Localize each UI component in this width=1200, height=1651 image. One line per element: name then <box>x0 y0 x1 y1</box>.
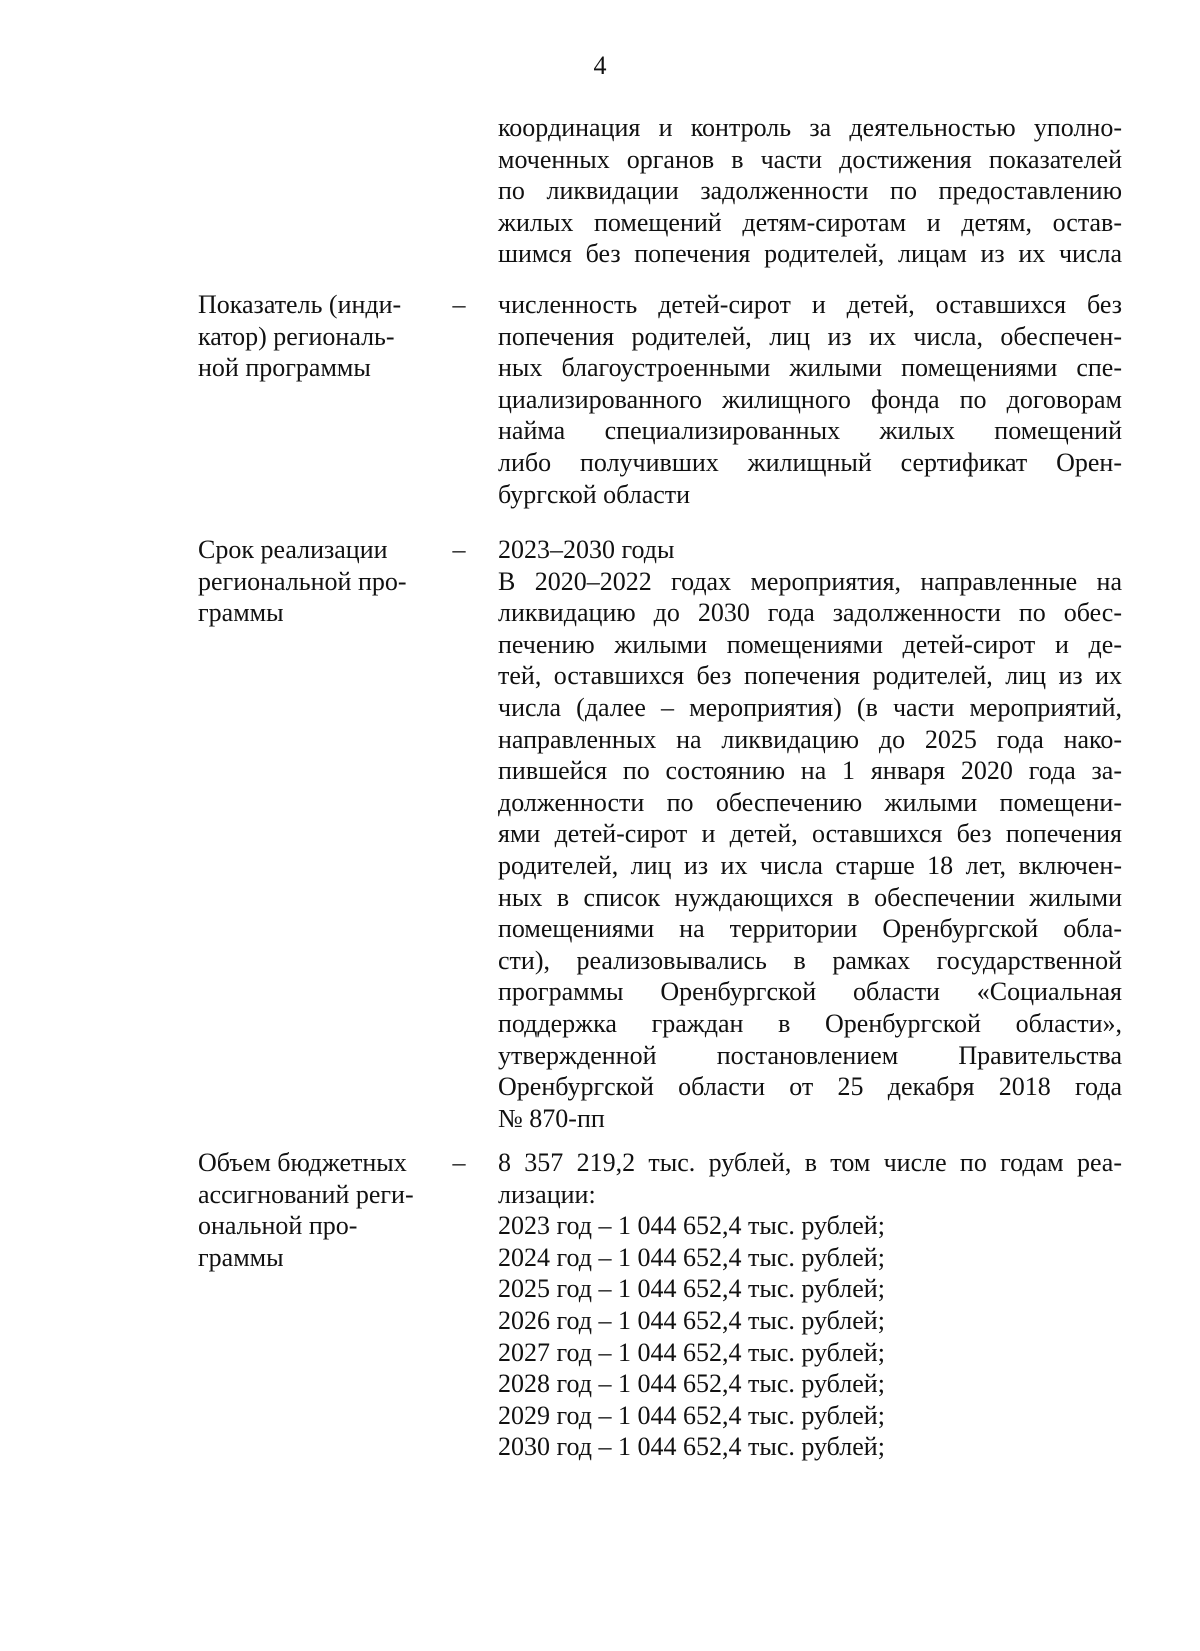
text-line: долженности по обеспечению жилыми помещени- <box>498 787 1122 817</box>
page-number: 4 <box>593 51 607 80</box>
text-line: пившейся по состоянию на 1 января 2020 года за- <box>498 756 1122 786</box>
text-line: моченных органов в части достижения показателей <box>498 144 1122 174</box>
budget-year-line: 2024 год – 1 044 652,4 тыс. рублей; <box>498 1242 885 1272</box>
text-line: найма специализированных жилых помещений <box>498 416 1122 446</box>
text-line: 2023–2030 годы <box>498 535 675 564</box>
text-line: тей, оставшихся без попечения родителей, лиц из их <box>498 661 1122 691</box>
text-line: ликвидацию до 2030 года задолженности по обес- <box>498 598 1122 628</box>
text-line: циализированного жилищного фонда по договорам <box>498 384 1122 414</box>
label-line: ональной про- <box>198 1211 358 1241</box>
label-line: региональной про- <box>198 566 407 596</box>
text-line: попечения родителей, лиц из их числа, обеспечен- <box>498 321 1122 351</box>
period-label <box>198 534 438 629</box>
text-line: жилых помещений детям-сиротам и детям, остав- <box>498 207 1122 237</box>
text-line: программы Оренбургской области «Социальная <box>498 977 1122 1007</box>
budget-year-line: 2023 год – 1 044 652,4 тыс. рублей; <box>498 1211 885 1241</box>
budget-year-line: 2029 год – 1 044 652,4 тыс. рублей; <box>498 1400 885 1430</box>
text-line: поддержка граждан в Оренбургской области», <box>498 1008 1122 1038</box>
text-line: помещениями на территории Оренбургской обла- <box>498 914 1122 944</box>
text-line: бургской области <box>498 479 691 509</box>
text-line: по ликвидации задолженности по предоставлению <box>498 176 1122 206</box>
text-line: сти), реализовывались в рамках государственной <box>498 945 1122 975</box>
label-line: Срок реализации <box>198 535 388 564</box>
text-line: числа (далее – мероприятия) (в части мероприятий, <box>498 692 1122 722</box>
text-line: № 870-пп <box>498 1103 605 1133</box>
budget-label <box>198 1147 438 1273</box>
text-line: шимся без попечения родителей, лицам из их числа <box>498 239 1122 269</box>
label-line: граммы <box>198 1242 284 1272</box>
text-line: ных благоустроенными жилыми помещениями спе- <box>498 353 1122 383</box>
label-line: Объем бюджетных <box>198 1148 407 1177</box>
text-line: координация и контроль за деятельностью уполно- <box>498 113 1122 142</box>
label-line: ной программы <box>198 353 371 383</box>
text-line: 8 357 219,2 тыс. рублей, в том числе по годам реа- <box>498 1148 1122 1177</box>
text-line: либо получивших жилищный сертификат Орен- <box>498 447 1122 477</box>
label-line: ассигнований реги- <box>198 1179 414 1209</box>
budget-dash: – <box>452 1148 466 1177</box>
budget-year-line: 2025 год – 1 044 652,4 тыс. рублей; <box>498 1274 885 1304</box>
budget-year-line: 2030 год – 1 044 652,4 тыс. рублей; <box>498 1432 885 1462</box>
text-line: направленных на ликвидацию до 2025 года нако- <box>498 724 1122 754</box>
indicator-label <box>198 289 438 384</box>
text-line: утвержденной постановлением Правительства <box>498 1040 1122 1070</box>
text-line: родителей, лиц из их числа старше 18 лет, включен- <box>498 850 1122 880</box>
budget-year-line: 2028 год – 1 044 652,4 тыс. рублей; <box>498 1369 885 1399</box>
period-content <box>498 534 1122 1134</box>
text-line: ями детей-сирот и детей, оставшихся без попечения <box>498 819 1122 849</box>
label-line: Показатель (инди- <box>198 290 402 319</box>
text-line: В 2020–2022 годах мероприятия, направленные на <box>498 566 1122 596</box>
label-line: катор) региональ- <box>198 321 395 351</box>
text-line: ных в список нуждающихся в обеспечении жилыми <box>498 882 1122 912</box>
label-line: граммы <box>198 598 284 628</box>
text-line: Оренбургской области от 25 декабря 2018 года <box>498 1072 1122 1102</box>
budget-year-line: 2027 год – 1 044 652,4 тыс. рублей; <box>498 1337 885 1367</box>
text-line: печению жилыми помещениями детей-сирот и де- <box>498 629 1122 659</box>
indicator-content <box>498 289 1122 510</box>
indicator-dash: – <box>452 290 466 319</box>
text-line: численность детей-сирот и детей, оставшихся без <box>498 290 1122 319</box>
budget-content <box>498 1147 1122 1463</box>
budget-year-line: 2026 год – 1 044 652,4 тыс. рублей; <box>498 1305 885 1335</box>
period-dash: – <box>452 535 466 564</box>
intro-text <box>498 112 1122 270</box>
text-line: лизации: <box>498 1179 596 1209</box>
